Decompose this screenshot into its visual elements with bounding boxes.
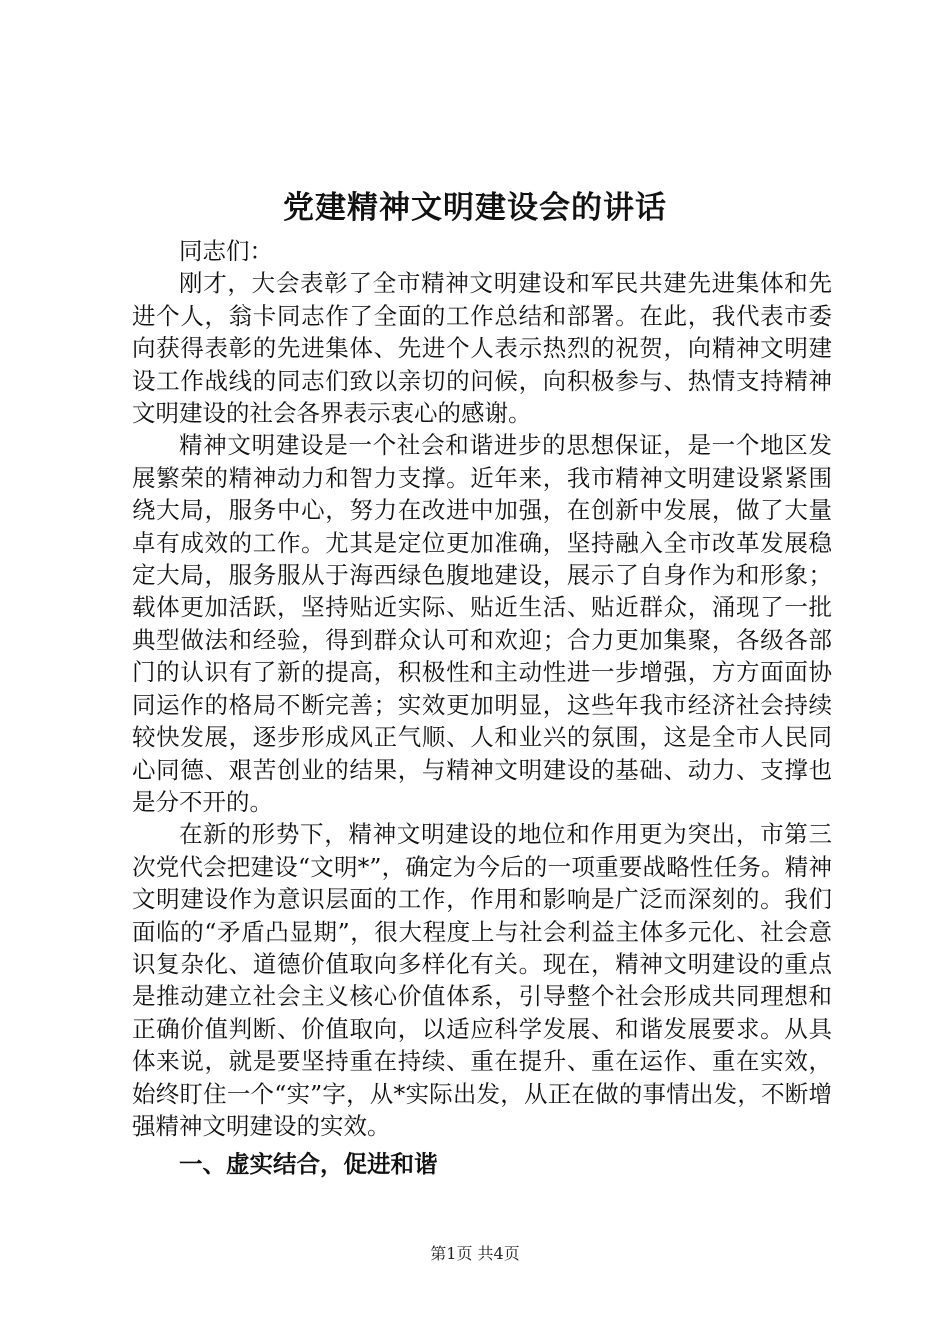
paragraph-3: 在新的形势下，精神文明建设的地位和作用更为突出，市第三次党代会把建设“文明*”，确定为今后的一项重要战略性任务。精神文明建设作为意识层面的工作，作用和影响是广泛而深刻的。我们面临的“矛盾凸显期”，很大程度上与社会利益主体多元化、社会意识复杂化、道德价值取向多样化有关。现在，精神文明建设的重点是推动建立社会主义核心价值体系，引导整个社会形成共同理想和正确价值判断、价值取向，以适应科学发展、和谐发展要求。从具体来说，就是要坚持重在持续、重在提升、重在运作、重在实效，始终盯住一个“实”字，从*实际出发，从正在做的事情出发，不断增强精神文明建设的实效。 xyxy=(132,820,832,1140)
salutation: 同志们： xyxy=(179,237,273,265)
section-heading: 一、虚实结合，促进和谐 xyxy=(179,1150,438,1179)
document-body xyxy=(132,235,832,1182)
page-number: 第1页 共4页 xyxy=(430,1244,520,1263)
document-title: 党建精神文明建设会的讲话 xyxy=(283,190,667,226)
paragraph-2: 精神文明建设是一个社会和谐进步的思想保证，是一个地区发展繁荣的精神动力和智力支撑。近年来，我市精神文明建设紧紧围绕大局，服务中心，努力在改进中加强，在创新中发展，做了大量卓有成效的工作。尤其是定位更加准确，坚持融入全市改革发展稳定大局，服务服从于海西绿色腹地建设，展示了自身作为和形象；载体更加活跃，坚持贴近实际、贴近生活、贴近群众，涌现了一批典型做法和经验，得到群众认可和欢迎；合力更加集聚，各级各部门的认识有了新的提高，积极性和主动性进一步增强，方方面面协同运作的格局不断完善；实效更加明显，这些年我市经济社会持续较快发展，逐步形成风正气顺、人和业兴的氛围，这是全市人民同心同德、艰苦创业的结果，与精神文明建设的基础、动力、支撑也是分不开的。 xyxy=(132,431,832,816)
paragraph-1: 刚才，大会表彰了全市精神文明建设和军民共建先进集体和先进个人，翁卡同志作了全面的工作总结和部署。在此，我代表市委向获得表彰的先进集体、先进个人表示热烈的祝贺，向精神文明建设工作战线的同志们致以亲切的问候，向积极参与、热情支持精神文明建设的社会各界表示衷心的感谢。 xyxy=(132,269,832,428)
